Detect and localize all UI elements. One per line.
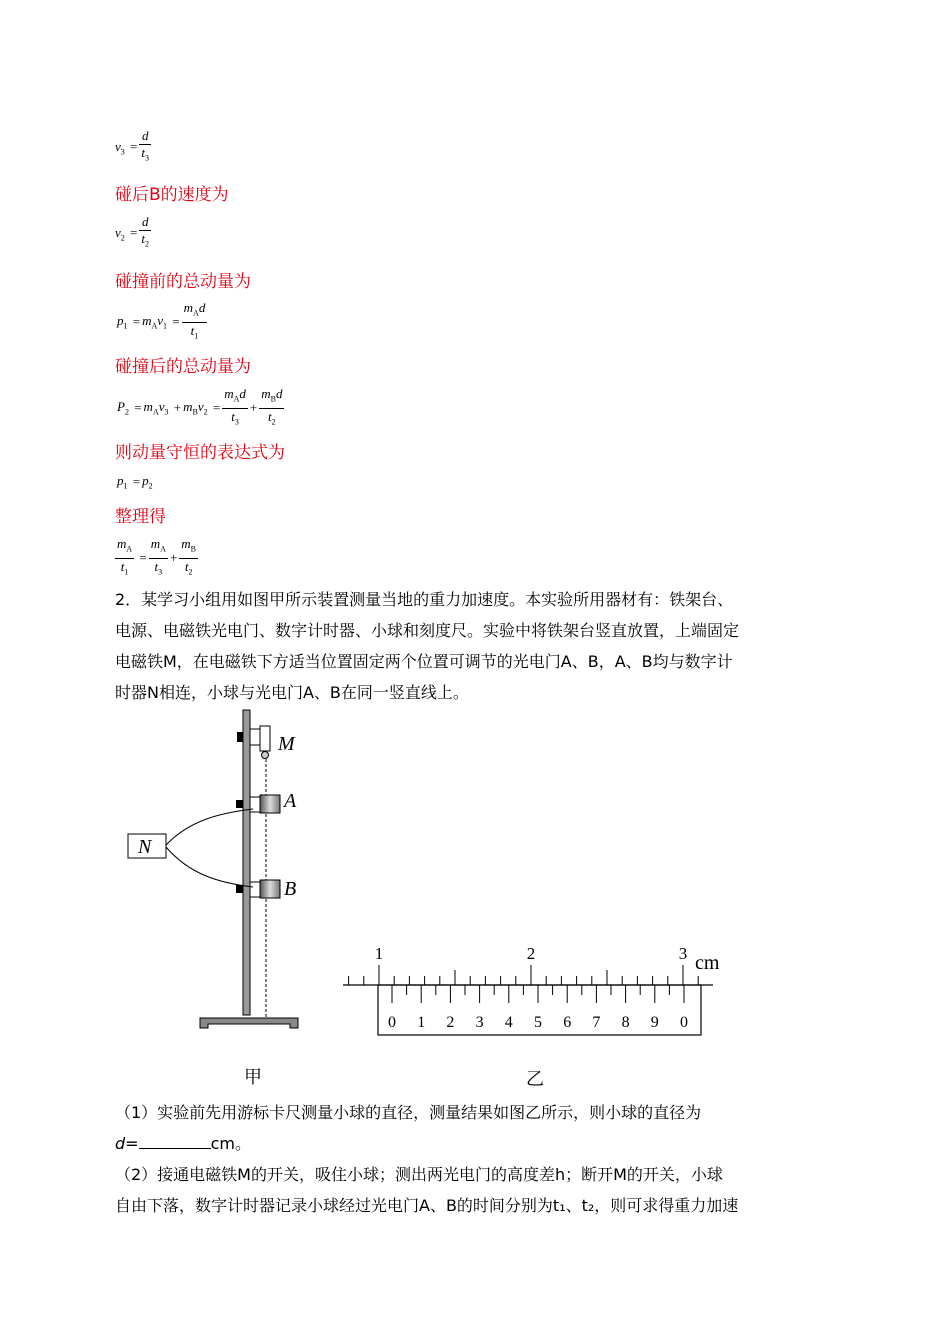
- formula-final: $\frac{m_A}{t_1}$ = $\frac{m_A}{t_3}$ + $\frac{m_B}{t_2}$: [117, 536, 197, 577]
- label-momentum-before: 碰撞前的总动量为: [115, 272, 251, 292]
- ball: [262, 752, 269, 759]
- q2-line2: 自由下落，数字计时器记录小球经过光电门A、B的时间分别为t₁、t₂，则可求得重力加速: [115, 1196, 739, 1215]
- gate-b: [260, 880, 280, 898]
- main-label-3: 3: [678, 944, 688, 963]
- vernier-label: 4: [504, 1014, 513, 1031]
- intro-line: 时器N相连，小球与光电门A、B在同一竖直线上。: [115, 683, 469, 702]
- vernier-label: 5: [534, 1014, 542, 1031]
- intro-line: 电磁铁M，在电磁铁下方适当位置固定两个位置可调节的光电门A、B，A、B均与数字计: [115, 652, 733, 671]
- main-scale-ticks: [349, 965, 699, 985]
- q1-d-prefix: d=: [115, 1134, 139, 1153]
- vernier-label: 9: [650, 1014, 659, 1031]
- label-after-b-velocity: 碰后B的速度为: [115, 185, 229, 205]
- label-m: M: [278, 733, 295, 755]
- label-momentum-after: 碰撞后的总动量为: [115, 357, 251, 377]
- main-label-1: 1: [374, 944, 384, 963]
- q2-line1: （2）接通电磁铁M的开关，吸住小球；测出两光电门的高度差h；断开M的开关，小球: [115, 1165, 723, 1184]
- vernier-labels: [388, 1014, 688, 1031]
- gate-a: [260, 795, 280, 813]
- label-a: A: [284, 790, 297, 812]
- vernier-label: 7: [592, 1014, 601, 1031]
- label-conservation: 则动量守恒的表达式为: [115, 443, 285, 463]
- vernier-label: 8: [621, 1014, 630, 1031]
- stand-base: [200, 1018, 298, 1028]
- label-simplify: 整理得: [115, 507, 166, 527]
- intro-line: 电源、电磁铁光电门、数字计时器、小球和刻度尺。实验中将铁架台竖直放置，上端固定: [115, 621, 740, 640]
- stand-rod: [243, 710, 250, 1015]
- problem2-intro: [115, 584, 845, 708]
- question-1: [115, 1097, 845, 1221]
- q1-line1: （1）实验前先用游标卡尺测量小球的直径，测量结果如图乙所示，则小球的直径为: [115, 1103, 702, 1122]
- wire-a: [166, 809, 253, 845]
- vernier-scale-ticks: [392, 985, 684, 1003]
- electromagnet-m: [260, 726, 270, 751]
- figure-yi-vernier: [335, 935, 730, 1045]
- wire-b: [166, 847, 253, 887]
- vernier-label: 3: [475, 1014, 484, 1031]
- vernier-label: 0: [680, 1014, 688, 1031]
- vernier-label: 2: [446, 1014, 455, 1031]
- formula-p1-equals-p2: $p_1$ = $p_2$: [117, 473, 153, 491]
- vernier-label: 1: [417, 1014, 426, 1031]
- formula-p1: $p_1$ = $m_Av_1$ = $\frac{m_Ad}{t_1}$: [117, 300, 206, 341]
- intro-line: 2．某学习小组用如图甲所示装置测量当地的重力加速度。本实验所用器材有：铁架台、: [115, 590, 734, 609]
- main-label-2: 2: [526, 944, 536, 963]
- formula-v3: $v_3$ = $\frac{d}{t_3}$: [115, 128, 149, 163]
- caption-yi: 乙: [526, 1069, 544, 1090]
- q1-unit: cm。: [210, 1134, 251, 1153]
- formula-p2: $P_2$ = $m_Av_3$ + $m_Bv_2$ = $\frac{m_Ad}{t_3}$ + $\frac{m_Bd}{t_2}$: [117, 386, 283, 427]
- caption-jia: 甲: [244, 1067, 262, 1088]
- formula-v2: $v_2$ = $\frac{d}{t_2}$: [115, 214, 149, 249]
- vernier-label: 0: [388, 1014, 396, 1031]
- label-b: B: [284, 878, 297, 900]
- label-n: N: [138, 836, 152, 858]
- q1-line2: [115, 1128, 845, 1159]
- figure-jia-apparatus: [120, 705, 320, 1035]
- unit-cm: cm: [695, 952, 720, 974]
- vernier-label: 6: [563, 1014, 572, 1031]
- answer-blank-d[interactable]: [139, 1130, 211, 1149]
